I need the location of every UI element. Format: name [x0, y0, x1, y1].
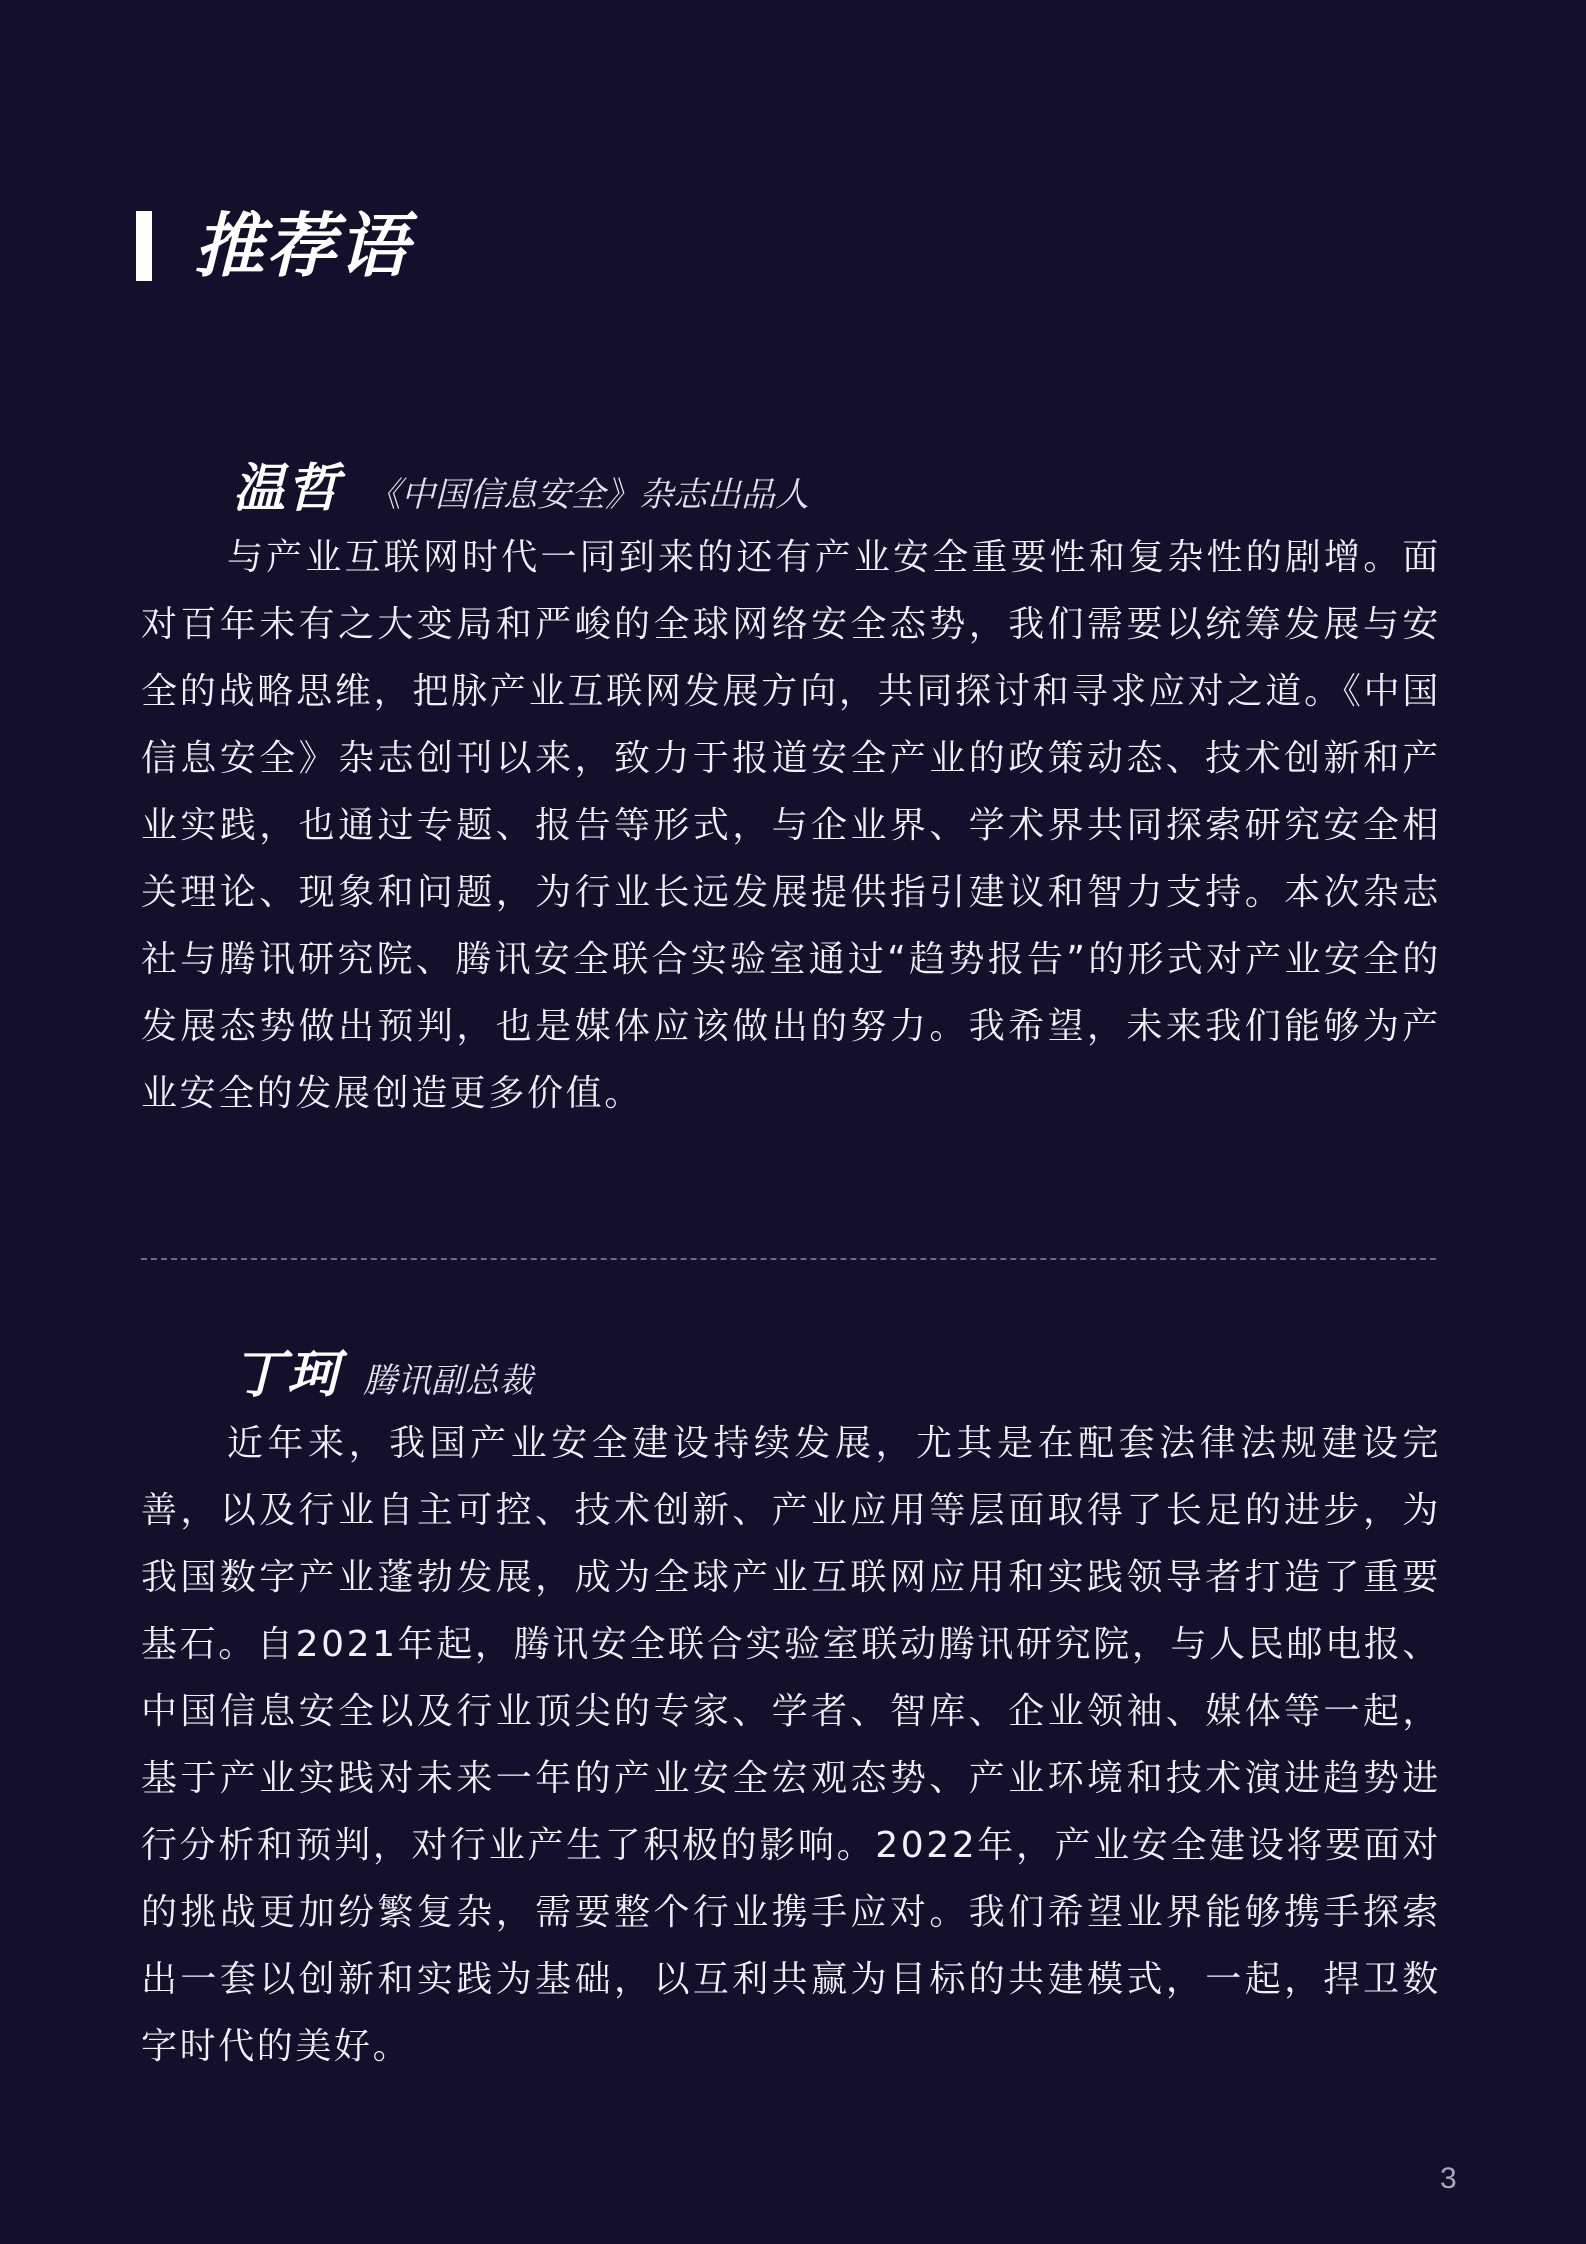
person-title: 《中国信息安全》杂志出品人 — [367, 475, 810, 515]
section-title: 推荐语 — [194, 205, 410, 287]
recommendation-text: 与产业互联网时代一同到来的还有产业安全重要性和复杂性的剧增。面对百年未有之大变局和严峻的全球网络安全态势，我们需要以统筹发展与安全的战略思维，把脉产业互联网发展方向，共同探讨和寻求应对之道。《中国信息安全》杂志创刊以来，致力于报道安全产业的政策动态、技术创新和产业实践，也通过专题、报告等形式，与企业界、学术界共同探索研究安全相关理论、现象和问题，为行业长远发展提供指引建议和智力支持。本次杂志社与腾讯研究院、腾讯安全联合实验室通过“趋势报告”的形式对产业安全的发展态势做出预判，也是媒体应该做出的努力。我希望，未来我们能够为产业安全的发展创造更多价值。 — [141, 537, 1441, 1114]
page-number: 3 — [1440, 2162, 1457, 2195]
dashed-divider — [141, 1258, 1436, 1260]
person-line — [141, 1340, 1441, 1410]
person-line — [141, 454, 1441, 524]
person-name: 温哲 — [233, 459, 342, 519]
person-name: 丁珂 — [233, 1345, 342, 1405]
header-accent-bar — [136, 211, 152, 281]
section-header — [136, 206, 410, 286]
recommendation-text: 近年来，我国产业安全建设持续发展，尤其是在配套法律法规建设完善，以及行业自主可控、技术创新、产业应用等层面取得了长足的进步，为我国数字产业蓬勃发展，成为全球产业互联网应用和实践领导者打造了重要基石。自2021年起，腾讯安全联合实验室联动腾讯研究院，与人民邮电报、中国信息安全以及行业顶尖的专家、学者、智库、企业领袖、媒体等一起，基于产业实践对未来一年的产业安全宏观态势、产业环境和技术演进趋势进行分析和预判，对行业产生了积极的影响。2022年，产业安全建设将要面对的挑战更加纷繁复杂，需要整个行业携手应对。我们希望业界能够携手探索出一套以创新和实践为基础，以互利共赢为目标的共建模式，一起，捍卫数字时代的美好。 — [141, 1423, 1441, 2067]
recommendation-card — [141, 1340, 1441, 2080]
recommendation-card — [141, 454, 1441, 1127]
person-title: 腾讯副总裁 — [363, 1361, 534, 1401]
